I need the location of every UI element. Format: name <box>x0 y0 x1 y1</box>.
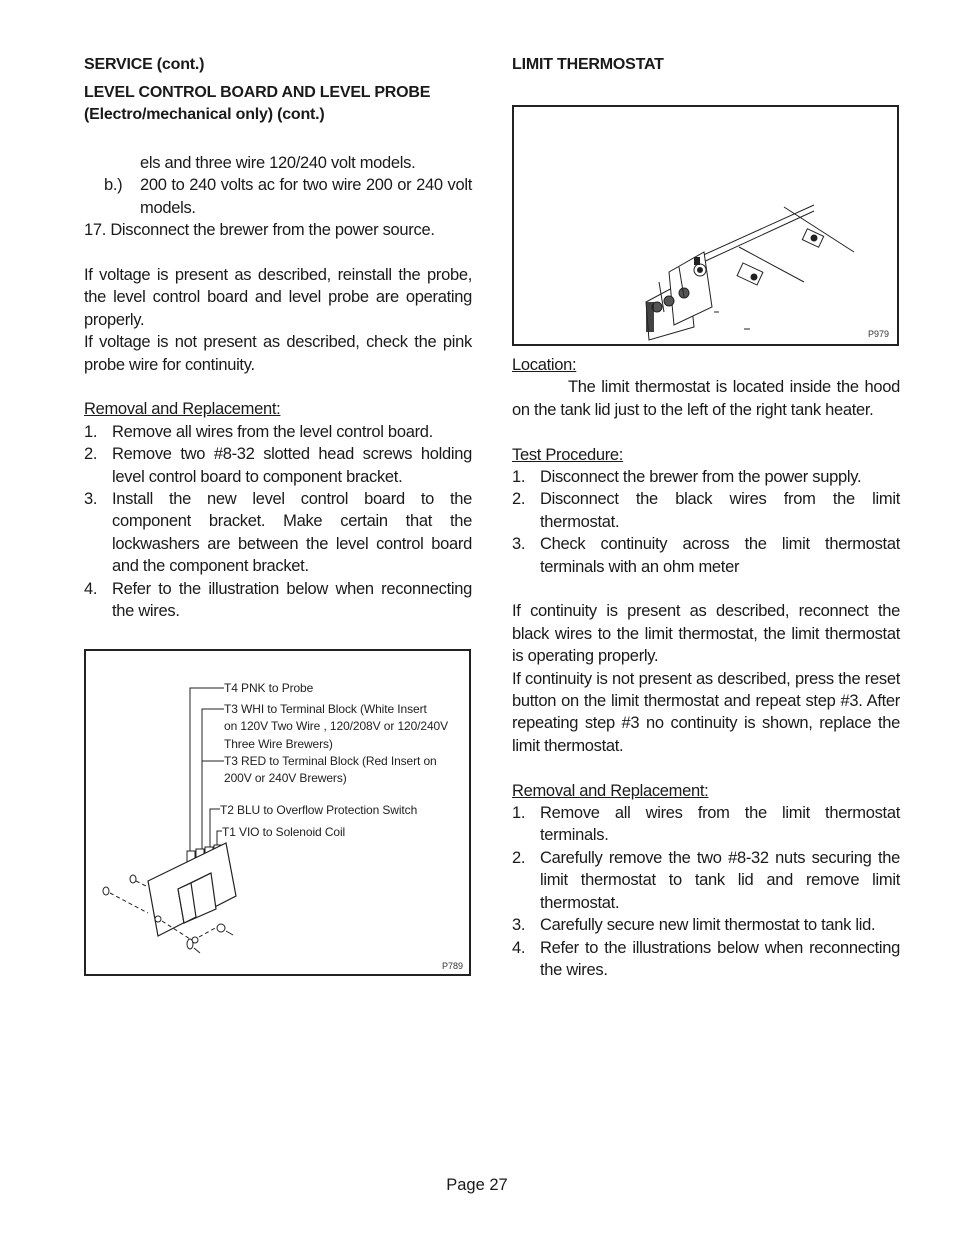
section-heading-limit-thermostat: LIMIT THERMOSTAT <box>512 56 664 73</box>
page-number: Page 27 <box>446 1176 508 1194</box>
list-item <box>84 578 472 623</box>
continued-line: els and three wire 120/240 volt models. <box>140 154 416 172</box>
callout-t2: T2 BLU to Overflow Protection Switch <box>220 803 418 817</box>
list-item-number: 4. <box>512 938 526 957</box>
list-item-number: 1. <box>84 422 98 441</box>
list-item <box>512 914 900 936</box>
location-heading: Location: <box>512 356 577 374</box>
list-item-b <box>84 174 472 219</box>
callout-t3-whi-3: Three Wire Brewers) <box>224 737 333 751</box>
list-item-text: Remove two #8-32 slotted head screws holding level control board to component bracket. <box>112 445 472 486</box>
list-item <box>512 937 900 982</box>
list-item-number: 3. <box>512 535 526 554</box>
list-item-text: Remove all wires from the level control board. <box>112 422 433 441</box>
list-item-number: 1. <box>512 804 526 823</box>
paragraph-voltage-present: If voltage is present as described, reinstall the probe, the level control board and level probe are operating properly. <box>84 266 472 329</box>
list-item <box>84 443 472 488</box>
list-item-text: Check continuity across the limit thermostat terminals with an ohm meter <box>540 535 900 576</box>
figure-level-control-board <box>84 649 471 976</box>
callout-t4: T4 PNK to Probe <box>224 681 314 695</box>
list-item <box>512 533 900 578</box>
list-item-number: 3. <box>512 916 526 935</box>
list-item-17: 17. Disconnect the brewer from the power source. <box>84 221 435 240</box>
list-item-number: 1. <box>512 468 526 487</box>
figure-limit-thermostat <box>512 105 899 346</box>
test-procedure-heading: Test Procedure: <box>512 445 624 464</box>
location-text: The limit thermostat is located inside the hood on the tank lid just to the left of the right tank heater. <box>512 378 900 419</box>
list-item-text: 200 to 240 volts ac for two wire 200 or 240 volt models. <box>140 176 472 217</box>
list-item-text: Remove all wires from the limit thermostat terminals. <box>540 804 900 845</box>
list-item <box>512 488 900 533</box>
list-item-text: Refer to the illustration below when reconnecting the wires. <box>112 579 472 621</box>
list-item-text: Carefully remove the two #8-32 nuts securing the limit thermostat to tank lid and remove limit thermostat. <box>540 848 900 912</box>
removal-steps-list <box>512 802 900 981</box>
list-item-text: Disconnect the black wires from the limit thermostat. <box>540 490 900 531</box>
list-item-text: Carefully secure new limit thermostat to tank lid. <box>540 916 876 935</box>
list-item-text: Disconnect the brewer from the power supply. <box>540 468 862 487</box>
callout-t3-whi: T3 WHI to Terminal Block (White Insert <box>224 702 427 716</box>
callout-t1: T1 VIO to Solenoid Coil <box>222 825 346 839</box>
list-item <box>512 466 900 488</box>
list-item-text: Install the new level control board to the component bracket. Make certain that the lockwashers are between the level control board and the component bracket. <box>112 490 472 576</box>
list-item-number: 2. <box>512 490 526 509</box>
right-column-body <box>512 354 900 981</box>
paragraph-voltage-absent: If voltage is not present as described, check the pink probe wire for continuity. <box>84 333 472 374</box>
list-item <box>84 421 472 443</box>
list-item-number: 2. <box>84 445 98 464</box>
figure-code: P979 <box>867 329 889 339</box>
right-column <box>512 54 900 76</box>
callout-t3-red-2: 200V or 240V Brewers) <box>224 771 347 785</box>
list-item-number: 4. <box>84 579 98 598</box>
removal-heading: Removal and Replacement: <box>84 400 281 419</box>
paragraph-continuity-present: If continuity is present as described, reconnect the black wires to the limit thermostat, the limit thermostat is operating properly. <box>512 602 900 666</box>
list-item <box>84 488 472 578</box>
removal-heading: Removal and Replacement: <box>512 781 709 800</box>
section-subheading-electro: (Electro/mechanical only) (cont.) <box>84 106 325 123</box>
list-item <box>512 847 900 914</box>
callout-t3-red: T3 RED to Terminal Block (Red Insert on <box>224 754 437 768</box>
paragraph-continuity-absent: If continuity is not present as described, press the reset button on the limit thermostat and repeat step #3. After repeating step #3 no continuity is shown, replace the limit thermostat. <box>512 669 900 755</box>
list-item-number: b.) <box>104 176 123 195</box>
list-item-text: Refer to the illustrations below when reconnecting the wires. <box>540 938 900 979</box>
section-heading-service: SERVICE (cont.) <box>84 56 205 73</box>
list-item-number: 2. <box>512 848 526 867</box>
left-column <box>84 54 472 623</box>
list-item <box>512 802 900 847</box>
section-heading-level-control: LEVEL CONTROL BOARD AND LEVEL PROBE <box>84 84 431 101</box>
callout-t3-whi-2: on 120V Two Wire , 120/208V or 120/240V <box>224 719 449 733</box>
thermostat-illustration <box>514 107 897 344</box>
list-item-number: 3. <box>84 490 98 509</box>
figure-code: P789 <box>441 961 463 971</box>
removal-steps-list <box>84 421 472 623</box>
test-steps-list <box>512 466 900 578</box>
